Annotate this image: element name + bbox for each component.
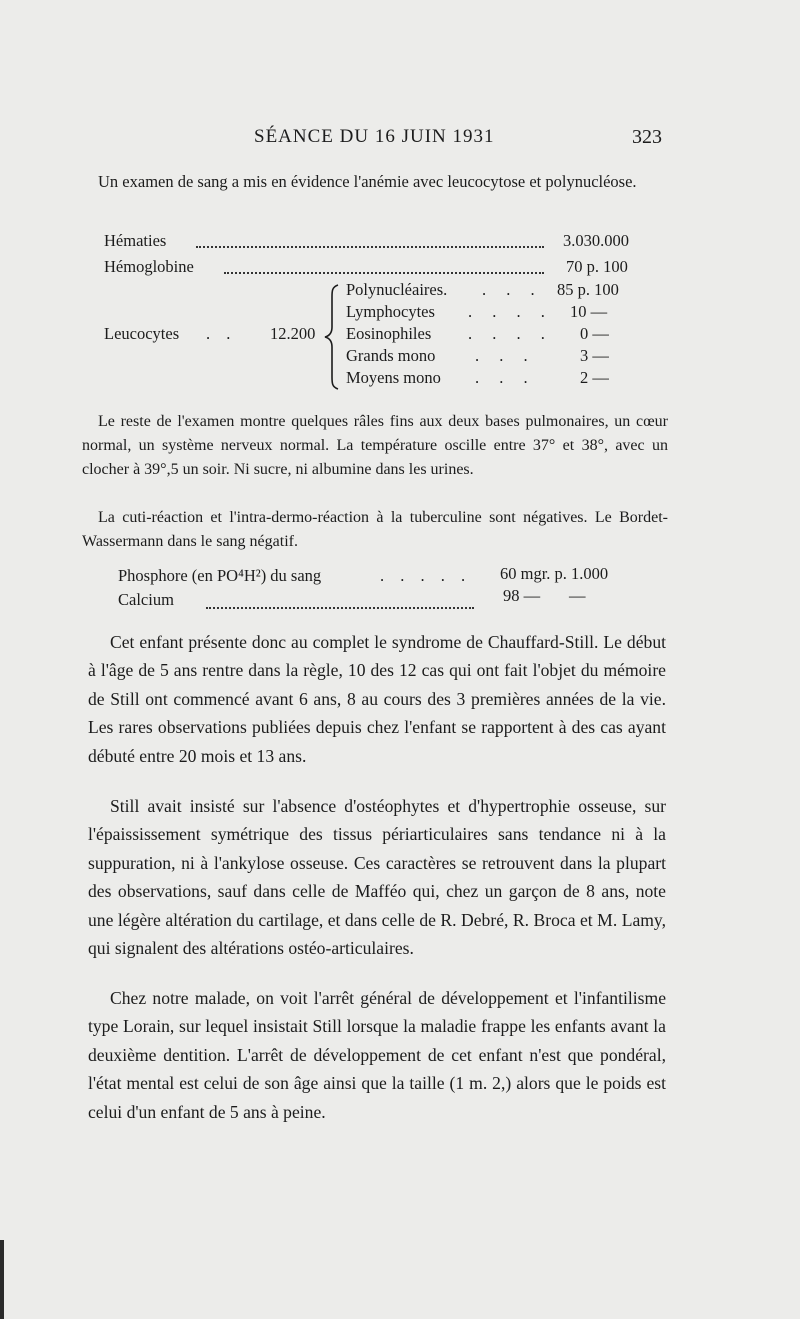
hemoglobine-value: 70 p. 100 (566, 257, 628, 276)
dot-leader (224, 272, 544, 274)
dot-leader: . . . . (468, 324, 553, 343)
formula-value: 10 — (570, 302, 608, 321)
calcium-label: Calcium (118, 590, 174, 609)
hematies-label: Hématies (104, 231, 167, 250)
dot-leader: . . . (482, 280, 543, 299)
formula-value: 3 — (580, 346, 609, 365)
phosphore-label: Phosphore (en PO⁴H²) du sang (118, 566, 322, 585)
formula-label: Polynucléaires. (346, 280, 448, 299)
dot-leader: . . . . (468, 302, 553, 321)
leucocytes-label: Leucocytes (104, 324, 180, 343)
dot-leader: . . . (475, 368, 536, 387)
page-number: 323 (632, 126, 662, 148)
formula-value: 0 — (580, 324, 609, 343)
formula-value: 2 — (580, 368, 609, 387)
running-header (0, 126, 800, 156)
hemoglobine-label: Hémoglobine (104, 257, 194, 276)
page-edge-shadow (0, 1240, 4, 1319)
dot-leader: . . (206, 324, 237, 343)
header-title: SÉANCE DU 16 JUIN 1931 (254, 126, 495, 147)
intro-paragraph: Un examen de sang a mis en évidence l'anémie avec leucocytose et polynucléose. (98, 172, 637, 191)
dot-leader: . . . . . (380, 566, 472, 585)
cuti-paragraph: La cuti-réaction et l'intra-dermo-réaction à la tuberculine sont négatives. Le Bordet-Wassermann dans le sang négatif. (82, 509, 668, 550)
formula-value: 85 p. 100 (557, 280, 619, 299)
formula-label: Lymphocytes (346, 302, 435, 321)
formula-label: Eosinophiles (346, 324, 432, 343)
body-paragraph: Still avait insisté sur l'absence d'ostéophytes et d'hypertrophie osseuse, sur l'épaississement symétrique des tissus périarticulaires sans tendance ni à la suppuration, ni à l'ankylose osseuse. Ces caractères se retrouvent dans la plupart des observations, sauf dans celle de Mafféo qui, chez un garçon de 8 ans, note une légère altération du cartilage, et dans celle de R. Debré, R. Broca et M. Lamy, qui signalent des altérations ostéo-articulaires. (88, 796, 666, 959)
phosphore-value: 60 mgr. p. 1.000 (500, 564, 609, 583)
formula-label: Moyens mono (346, 368, 441, 387)
leucocytes-count: 12.200 (270, 324, 316, 343)
body-paragraph: Cet enfant présente donc au complet le syndrome de Chauffard-Still. Le début à l'âge de 5 ans rentre dans la règle, 10 des 12 cas qui ont fait l'objet du mémoire de Still ont commencé avant 6 ans, 8 au cours des 3 premières années de la vie. Les rares observations publiées depuis chez l'enfant se rapportent à des cas ayant débuté entre 20 mois et 13 ans. (88, 632, 666, 766)
dot-leader: . . . (475, 346, 536, 365)
formula-label: Grands mono (346, 346, 436, 365)
body-paragraph: Chez notre malade, on voit l'arrêt général de développement et l'infantilisme type Lorain, sur lequel insistait Still lorsque la maladie frappe les enfants avant la deuxième dentition. L'arrêt de développement de cet enfant n'est que pondéral, l'état mental est celui de son âge ainsi que la taille (1 m. 2,) alors que le poids est celui d'un enfant de 5 ans à peine. (88, 988, 666, 1122)
calcium-value: 98 — — (503, 586, 586, 605)
hematies-value: 3.030.000 (563, 231, 629, 250)
curly-brace (322, 283, 342, 391)
exam-paragraph: Le reste de l'examen montre quelques râles fins aux deux bases pulmonaires, un cœur normal, un système nerveux normal. La température oscille entre 37° et 38°, avec un clocher à 39°,5 un soir. Ni sucre, ni albumine dans les urines. (82, 413, 668, 478)
dot-leader (196, 246, 544, 248)
dot-leader (206, 607, 474, 609)
